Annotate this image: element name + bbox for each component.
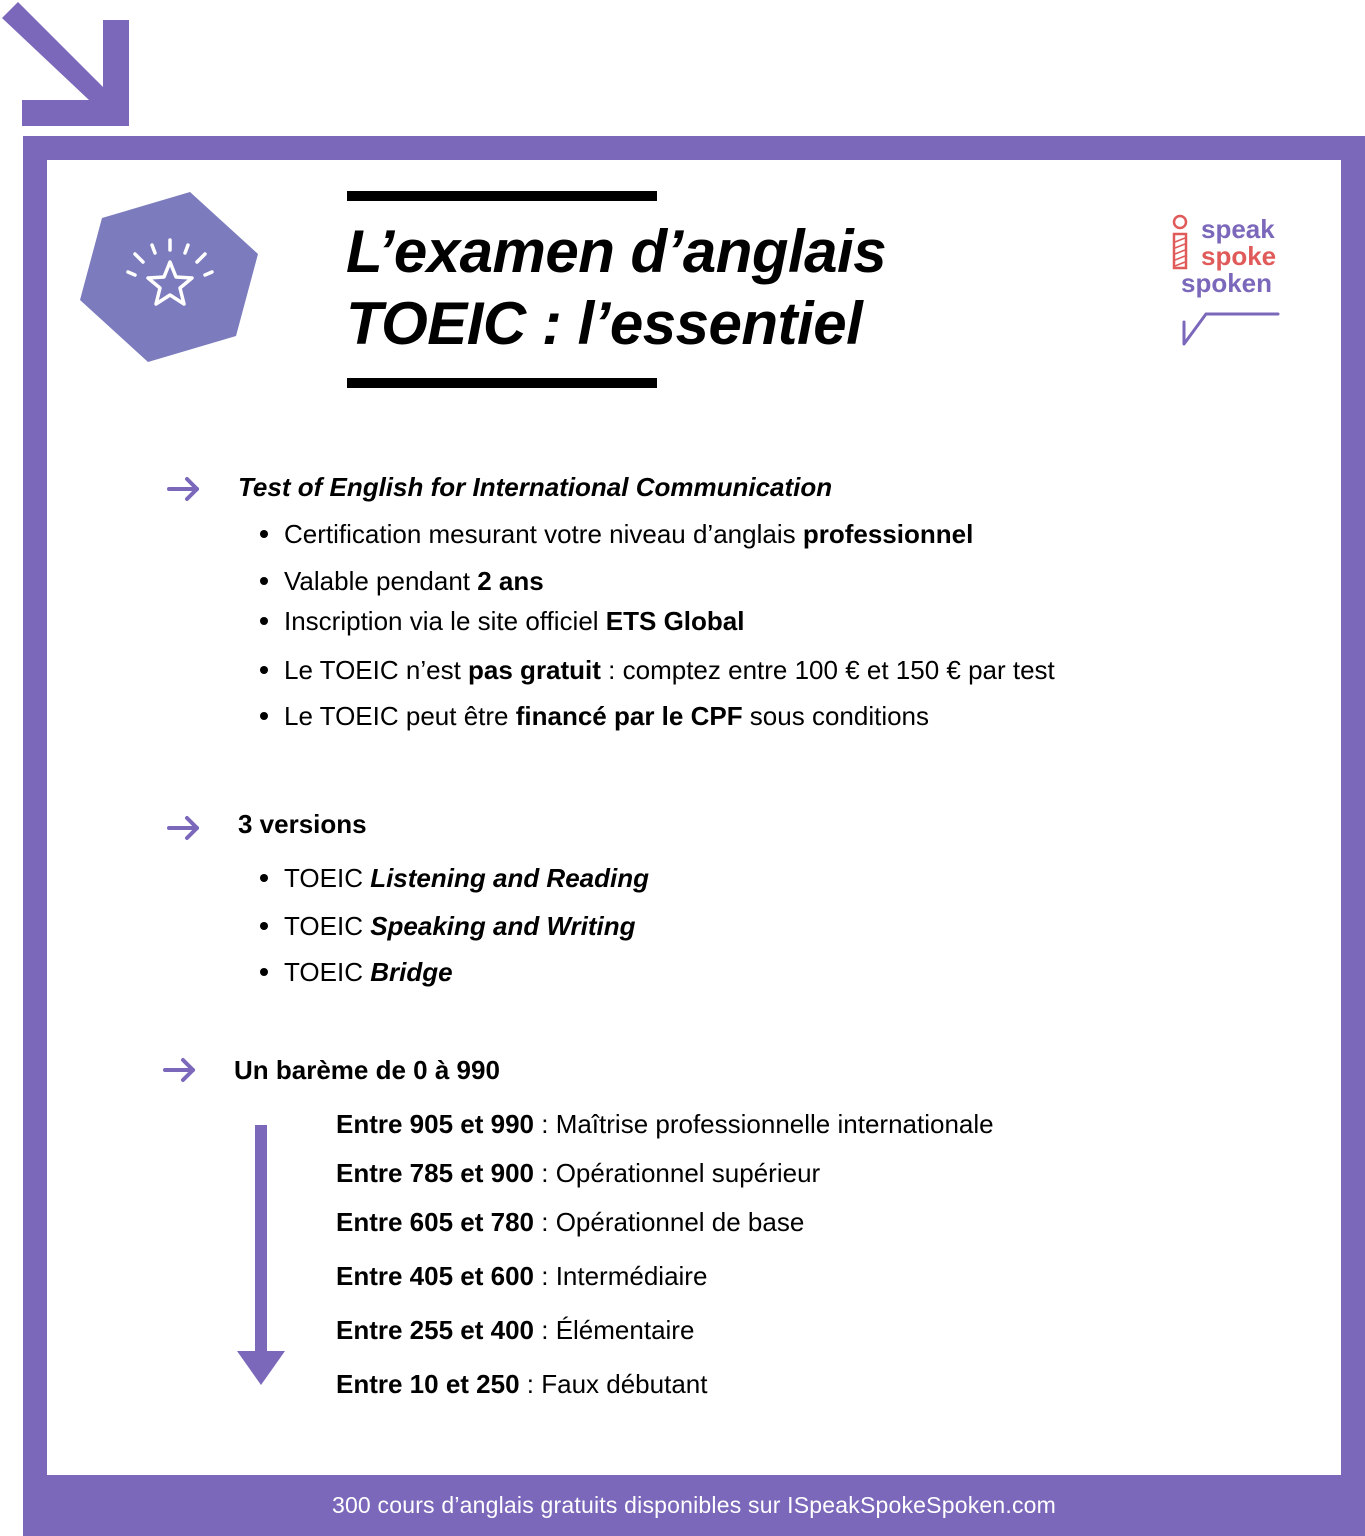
list-item: Inscription via le site officiel ETS Global [260,606,744,637]
arrow-down-icon [237,1125,285,1387]
logo-word-spoken: spoken [1181,268,1273,298]
arrow-right-icon [166,476,202,502]
section-heading-toeic-definition: Test of English for International Communication [238,472,833,502]
footer-text: 300 cours d’anglais gratuits disponibles sur ISpeakSpokeSpoken.com [331,1492,1057,1518]
title-line-1: L’examen d’anglais [346,218,887,285]
title-rule-top [347,191,657,201]
list-item: TOEIC Bridge [260,957,453,988]
brand-logo [1181,214,1277,298]
scale-row: Entre 905 et 990 : Maîtrise professionnelle internationale [336,1109,994,1139]
section-heading-versions: 3 versions [238,809,367,839]
scale-row: Entre 10 et 250 : Faux débutant [336,1369,708,1399]
footer-banner [23,1475,1365,1536]
title-line-2: TOEIC : l’essentiel [346,290,863,357]
arrow-right-icon [166,815,202,841]
arrow-right-icon [162,1057,198,1083]
scale-row: Entre 255 et 400 : Élémentaire [336,1315,695,1345]
list-item: Valable pendant 2 ans [260,566,544,597]
title-rule-bottom [347,378,657,388]
list-item: TOEIC Speaking and Writing [260,911,636,942]
page-title [346,216,1046,360]
list-item: TOEIC Listening and Reading [260,863,649,894]
scale-row: Entre 605 et 780 : Opérationnel de base [336,1207,805,1237]
scale-row: Entre 405 et 600 : Intermédiaire [336,1261,708,1291]
list-item: Le TOEIC peut être financé par le CPF sous conditions [260,701,929,732]
list-item: Certification mesurant votre niveau d’anglais professionnel [260,519,973,550]
scale-row: Entre 785 et 900 : Opérationnel supérieur [336,1158,821,1188]
arrow-down-right-icon [0,0,135,130]
logo-word-speak: speak [1201,214,1275,244]
list-item: Le TOEIC n’est pas gratuit : comptez entre 100 € et 150 € par test [260,655,1055,686]
star-burst-icon [80,190,260,372]
section-heading-scale: Un barème de 0 à 990 [234,1055,500,1085]
logo-word-spoke: spoke [1201,241,1277,271]
